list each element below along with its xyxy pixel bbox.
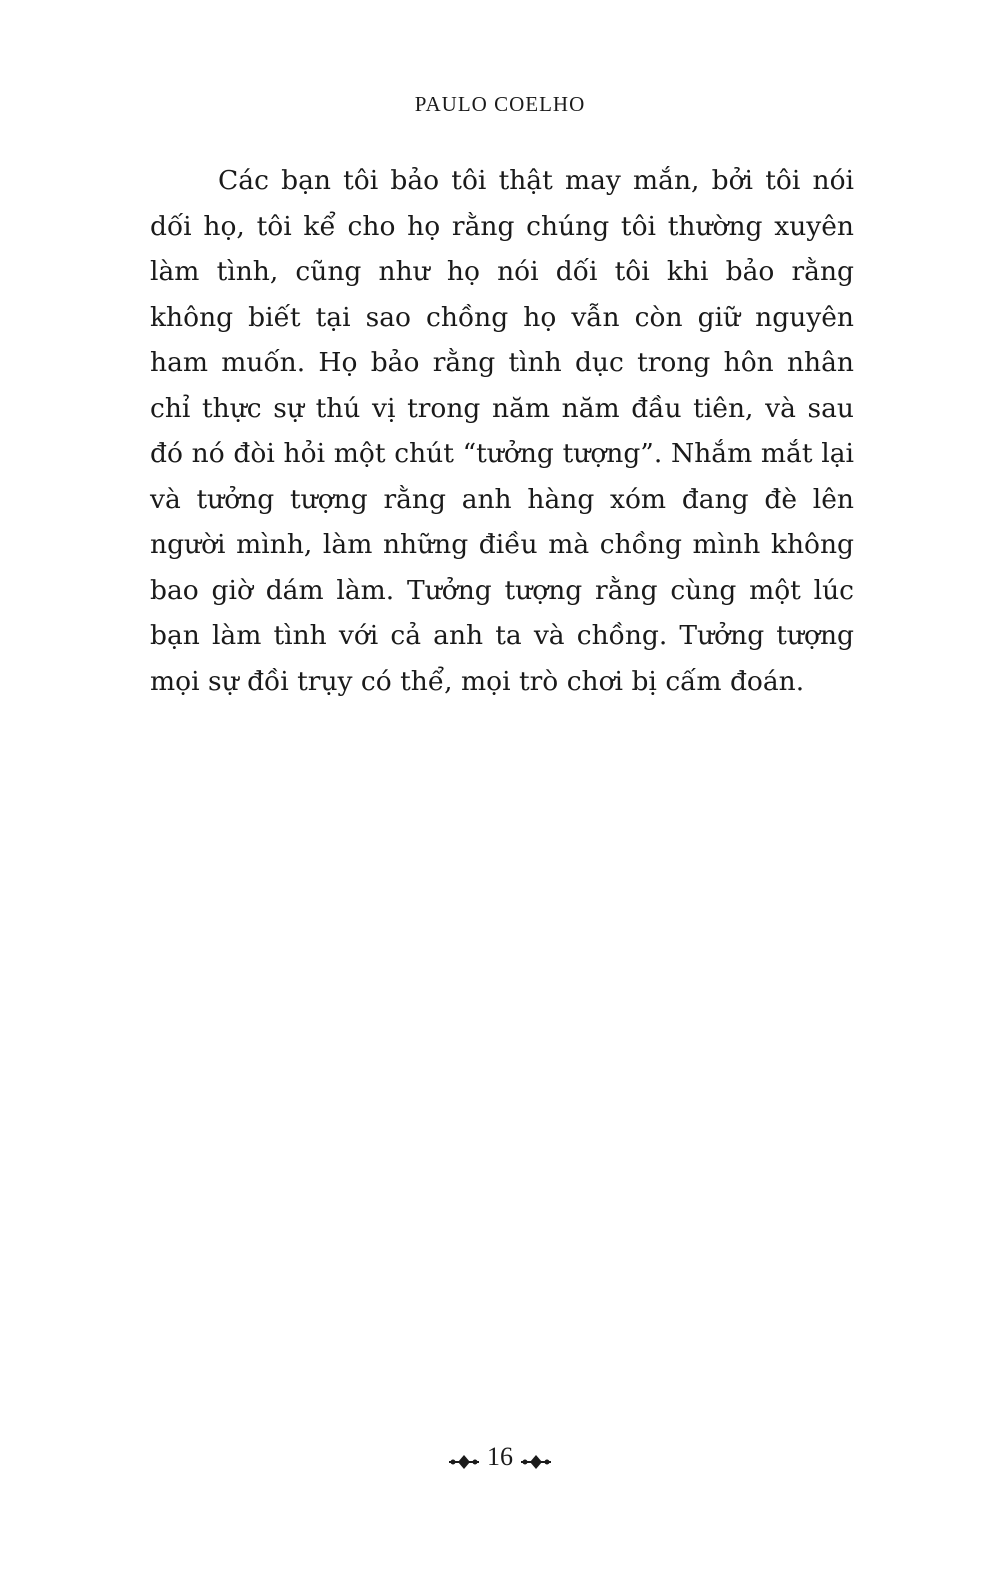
fleuron-left-icon	[449, 1448, 479, 1466]
paragraph-text: Các bạn tôi bảo tôi thật may mắn, bởi tôi nói dối họ, tôi kể cho họ rằng chúng tôi thường xuyên làm tình, cũng như họ nói dối tôi khi bảo rằng không biết tại sao chồng họ vẫn còn giữ nguyên ham muốn. Họ bảo rằng tình dục trong hôn nhân chỉ thực sự thú vị trong năm năm đầu tiên, và sau đó nó đòi hỏi một chút “tưởng tượng”. Nhắm mắt lại và tưởng tượng rằng anh hàng xóm đang đè lên người mình, làm những điều mà chồng mình không bao giờ dám làm. Tưởng tượng rằng cùng một lúc bạn làm tình với cả anh ta và chồng. Tưởng tượng mọi sự đồi trụy có thể, mọi trò chơi bị cấm đoán.	[150, 165, 854, 697]
fleuron-right-icon	[521, 1448, 551, 1466]
page-footer	[0, 1440, 1000, 1472]
page-number: 16	[487, 1442, 513, 1472]
body-paragraph	[150, 158, 854, 704]
running-head: PAULO COELHO	[414, 92, 586, 116]
